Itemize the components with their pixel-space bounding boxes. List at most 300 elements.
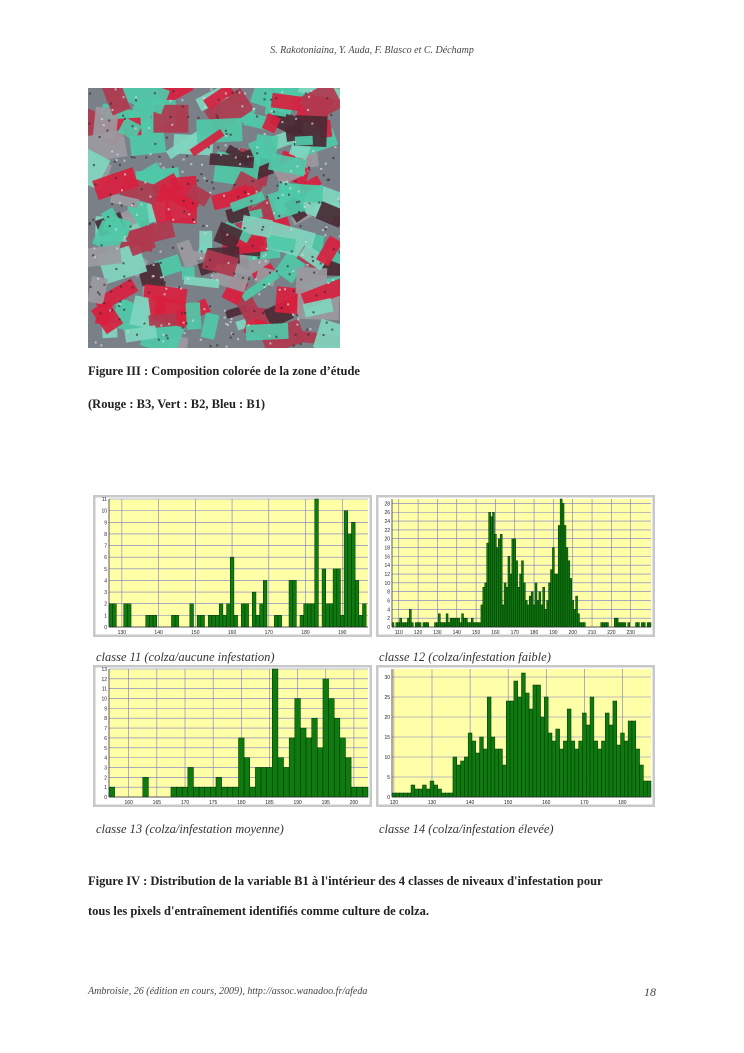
histogram-bar bbox=[506, 701, 510, 797]
histogram-bar bbox=[464, 618, 466, 627]
histogram-bar bbox=[398, 623, 400, 627]
speckle bbox=[253, 108, 255, 110]
histogram-bar bbox=[199, 787, 205, 797]
speckle bbox=[122, 115, 124, 117]
speckle bbox=[106, 130, 108, 132]
speckle bbox=[100, 344, 102, 346]
speckle bbox=[181, 312, 183, 314]
histogram-bar bbox=[506, 587, 508, 627]
speckle bbox=[115, 177, 117, 179]
speckle bbox=[339, 236, 340, 238]
histogram-bar bbox=[510, 701, 514, 797]
speckle bbox=[160, 251, 162, 253]
histogram-bar bbox=[239, 738, 245, 797]
y-tick-label: 2 bbox=[387, 616, 390, 623]
histogram-bar bbox=[227, 604, 231, 627]
histogram-bar bbox=[440, 623, 442, 627]
speckle bbox=[217, 117, 219, 119]
histogram-bar bbox=[462, 614, 464, 627]
speckle bbox=[124, 173, 126, 175]
speckle bbox=[109, 194, 111, 196]
histogram-bar bbox=[491, 517, 493, 627]
speckle bbox=[149, 196, 151, 198]
histogram-classe-14 bbox=[376, 665, 655, 807]
speckle bbox=[232, 333, 234, 335]
speckle bbox=[141, 188, 143, 190]
y-tick-label: 1 bbox=[104, 785, 107, 792]
histogram-bar bbox=[149, 615, 153, 627]
histogram-bar bbox=[649, 623, 651, 627]
speckle bbox=[288, 194, 290, 196]
histogram-bar bbox=[601, 623, 603, 627]
x-tick-label: 160 bbox=[227, 630, 237, 636]
histogram-bar bbox=[576, 596, 578, 627]
histogram-bar bbox=[496, 548, 498, 627]
y-tick-label: 0 bbox=[387, 625, 390, 631]
histogram-bar bbox=[500, 534, 502, 627]
speckle bbox=[326, 97, 328, 99]
speckle bbox=[183, 200, 185, 202]
histogram-bar bbox=[445, 793, 449, 797]
y-tick-label: 6 bbox=[104, 735, 107, 742]
speckle bbox=[92, 254, 94, 256]
speckle bbox=[312, 150, 314, 152]
speckle bbox=[327, 282, 329, 284]
speckle bbox=[224, 317, 226, 319]
histogram-bar bbox=[564, 525, 566, 627]
histogram-bar bbox=[643, 781, 647, 797]
speckle bbox=[89, 93, 91, 95]
speckle bbox=[293, 290, 295, 292]
histogram-bar bbox=[494, 534, 496, 627]
speckle bbox=[124, 236, 126, 238]
y-tick-label: 2 bbox=[104, 775, 107, 782]
histogram-bar bbox=[516, 561, 518, 627]
speckle bbox=[304, 206, 306, 208]
histogram-bar bbox=[435, 623, 437, 627]
speckle bbox=[255, 278, 257, 280]
speckle bbox=[296, 314, 298, 316]
speckle bbox=[95, 184, 97, 186]
speckle bbox=[310, 90, 312, 92]
speckle bbox=[136, 214, 138, 216]
speckle bbox=[330, 114, 332, 116]
speckle bbox=[132, 286, 134, 288]
speckle bbox=[234, 184, 236, 186]
speckle bbox=[172, 90, 174, 92]
speckle bbox=[200, 173, 202, 175]
x-tick-label: 230 bbox=[626, 630, 635, 636]
speckle bbox=[284, 288, 286, 290]
speckle bbox=[216, 115, 218, 117]
speckle bbox=[131, 204, 133, 206]
histogram-bar bbox=[504, 583, 506, 627]
speckle bbox=[123, 262, 125, 264]
speckle bbox=[252, 245, 254, 247]
histogram-bar bbox=[575, 749, 579, 797]
histogram-bar bbox=[407, 793, 411, 797]
speckle bbox=[325, 228, 327, 230]
histogram-bar bbox=[471, 618, 473, 627]
x-tick-label: 170 bbox=[580, 800, 589, 806]
histogram-bar bbox=[337, 569, 341, 627]
speckle bbox=[281, 307, 283, 309]
running-header: S. Rakotoniaina, Y. Auda, F. Blasco et C. Déchamp bbox=[270, 45, 474, 56]
speckle bbox=[308, 204, 310, 206]
histogram-bar bbox=[570, 578, 572, 627]
histogram-bar bbox=[423, 623, 425, 627]
histogram-bar bbox=[442, 793, 446, 797]
speckle bbox=[201, 251, 203, 253]
speckle bbox=[277, 197, 279, 199]
histogram-bar bbox=[306, 738, 312, 797]
histogram-bar bbox=[436, 623, 438, 627]
speckle bbox=[153, 264, 155, 266]
speckle bbox=[154, 92, 156, 94]
speckle bbox=[110, 291, 112, 293]
histogram-bar bbox=[284, 767, 290, 797]
histogram-bar bbox=[533, 605, 535, 627]
speckle bbox=[188, 213, 190, 215]
histogram-bar bbox=[143, 777, 149, 797]
speckle bbox=[116, 159, 118, 161]
speckle bbox=[307, 109, 309, 111]
histogram-bar bbox=[357, 787, 363, 797]
histogram-bar bbox=[333, 569, 337, 627]
histogram-bar bbox=[212, 615, 216, 627]
speckle bbox=[278, 215, 280, 217]
speckle bbox=[308, 169, 310, 171]
histogram-bar bbox=[334, 718, 340, 797]
histogram-bar bbox=[563, 741, 567, 797]
histogram-bar bbox=[582, 713, 586, 797]
speckle bbox=[252, 180, 254, 182]
speckle bbox=[103, 284, 105, 286]
histogram-bar bbox=[311, 604, 315, 627]
histogram-bar bbox=[219, 604, 223, 627]
histogram-bar bbox=[567, 709, 571, 797]
histogram-bar bbox=[491, 737, 495, 797]
speckle bbox=[226, 346, 228, 348]
histogram-bar bbox=[539, 592, 541, 627]
speckle bbox=[201, 164, 203, 166]
speckle bbox=[130, 226, 132, 228]
speckle bbox=[89, 222, 91, 224]
speckle bbox=[312, 260, 314, 262]
speckle bbox=[187, 183, 189, 185]
speckle bbox=[204, 177, 206, 179]
histogram-bar bbox=[556, 574, 558, 627]
speckle bbox=[308, 167, 310, 169]
speckle bbox=[95, 342, 97, 344]
speckle bbox=[333, 248, 335, 250]
histogram-bar bbox=[583, 623, 585, 627]
speckle bbox=[262, 226, 264, 228]
histogram-bar bbox=[460, 623, 462, 627]
histogram-bar bbox=[409, 609, 411, 627]
speckle bbox=[323, 174, 325, 176]
speckle bbox=[172, 219, 174, 221]
subcaption-classe-12: classe 12 (colza/infestation faible) bbox=[379, 650, 551, 664]
x-tick-label: 120 bbox=[389, 800, 399, 806]
satellite-image-graphic bbox=[88, 88, 340, 348]
histogram-bar bbox=[417, 623, 419, 627]
speckle bbox=[197, 180, 199, 182]
histogram-bar bbox=[502, 605, 504, 627]
histogram-bar bbox=[345, 758, 351, 797]
speckle bbox=[337, 198, 339, 200]
histogram-bar bbox=[637, 623, 639, 627]
speckle bbox=[119, 202, 121, 204]
speckle bbox=[262, 312, 264, 314]
speckle bbox=[215, 271, 217, 273]
speckle bbox=[93, 164, 95, 166]
histogram-bar bbox=[127, 604, 131, 627]
speckle bbox=[266, 196, 268, 198]
speckle bbox=[164, 282, 166, 284]
speckle bbox=[133, 157, 135, 159]
histogram-bar bbox=[554, 574, 556, 627]
histogram-bar bbox=[255, 767, 261, 797]
histogram-bar bbox=[483, 749, 487, 797]
speckle bbox=[209, 259, 211, 261]
histogram-classe-13 bbox=[93, 665, 372, 807]
y-tick-label: 1 bbox=[104, 613, 107, 620]
histogram-bar bbox=[438, 789, 442, 797]
x-tick-label: 120 bbox=[413, 630, 423, 636]
speckle bbox=[124, 118, 126, 120]
speckle bbox=[264, 98, 266, 100]
speckle bbox=[182, 106, 184, 108]
speckle bbox=[236, 148, 238, 150]
speckle bbox=[265, 254, 267, 256]
histogram-bar bbox=[244, 758, 250, 797]
speckle bbox=[236, 91, 238, 93]
speckle bbox=[128, 280, 130, 282]
histogram-bar bbox=[307, 604, 311, 627]
y-tick-label: 7 bbox=[104, 543, 107, 550]
speckle bbox=[225, 144, 227, 146]
speckle bbox=[208, 146, 210, 148]
x-tick-label: 220 bbox=[607, 630, 616, 636]
speckle bbox=[268, 283, 270, 285]
speckle bbox=[164, 293, 166, 295]
speckle bbox=[172, 247, 174, 249]
speckle bbox=[166, 335, 168, 337]
histogram-bar bbox=[624, 741, 628, 797]
histogram-bar bbox=[444, 623, 446, 627]
histogram-bar bbox=[193, 787, 199, 797]
speckle bbox=[123, 275, 125, 277]
speckle bbox=[237, 338, 239, 340]
histogram-bar bbox=[603, 623, 605, 627]
speckle bbox=[225, 130, 227, 132]
histogram-bar bbox=[552, 548, 554, 627]
histogram-bar bbox=[579, 623, 581, 627]
histogram-bar bbox=[467, 623, 469, 627]
x-tick-label: 190 bbox=[549, 630, 558, 636]
x-tick-label: 185 bbox=[265, 800, 274, 806]
histogram-bar bbox=[411, 623, 413, 627]
histogram-bar bbox=[601, 741, 605, 797]
speckle bbox=[168, 208, 170, 210]
speckle bbox=[298, 191, 300, 193]
speckle bbox=[192, 320, 194, 322]
speckle bbox=[258, 293, 260, 295]
speckle bbox=[325, 234, 327, 236]
histogram-bar bbox=[571, 741, 575, 797]
histogram-bar bbox=[562, 503, 564, 627]
speckle bbox=[211, 275, 213, 277]
histogram-bar bbox=[289, 738, 295, 797]
speckle bbox=[277, 321, 279, 323]
histogram-bar bbox=[531, 592, 533, 627]
speckle bbox=[132, 125, 134, 127]
speckle bbox=[261, 229, 263, 231]
histogram-bar bbox=[223, 615, 227, 627]
histogram-bar bbox=[278, 615, 282, 627]
histogram-bar bbox=[456, 618, 458, 627]
speckle bbox=[169, 100, 171, 102]
speckle bbox=[160, 262, 162, 264]
speckle bbox=[94, 256, 96, 258]
speckle bbox=[320, 168, 322, 170]
figure3-band-legend: (Rouge : B3, Vert : B2, Bleu : B1) bbox=[88, 397, 266, 411]
speckle bbox=[323, 334, 325, 336]
speckle bbox=[256, 116, 258, 118]
histogram-bar bbox=[415, 789, 419, 797]
histogram-bar bbox=[411, 785, 415, 797]
histogram-bar bbox=[422, 785, 426, 797]
speckle bbox=[322, 229, 324, 231]
speckle bbox=[332, 157, 334, 159]
speckle bbox=[275, 97, 277, 99]
x-tick-label: 140 bbox=[465, 800, 475, 806]
histogram-bar bbox=[407, 618, 409, 627]
speckle bbox=[183, 159, 185, 161]
histogram-bar bbox=[427, 623, 429, 627]
y-tick-label: 12 bbox=[101, 676, 107, 683]
speckle bbox=[119, 318, 121, 320]
speckle bbox=[150, 153, 152, 155]
speckle bbox=[291, 251, 293, 253]
x-tick-label: 150 bbox=[471, 630, 481, 636]
speckle bbox=[131, 156, 133, 158]
speckle bbox=[298, 201, 300, 203]
histogram-bar bbox=[396, 623, 398, 627]
y-tick-label: 18 bbox=[384, 545, 390, 552]
speckle bbox=[180, 288, 182, 290]
y-tick-label: 10 bbox=[384, 755, 390, 761]
speckle bbox=[121, 205, 123, 207]
speckle bbox=[281, 121, 283, 123]
histogram-bar bbox=[289, 580, 293, 627]
speckle bbox=[258, 257, 260, 259]
histogram-bar bbox=[300, 615, 304, 627]
histogram-bar bbox=[261, 767, 267, 797]
speckle bbox=[90, 286, 92, 288]
speckle bbox=[276, 270, 278, 272]
histogram-bar bbox=[153, 615, 157, 627]
histogram-bar bbox=[527, 605, 529, 627]
speckle bbox=[300, 225, 302, 227]
speckle bbox=[285, 183, 287, 185]
histogram-bar bbox=[263, 580, 267, 627]
histogram-bar bbox=[392, 793, 396, 797]
histogram-bar bbox=[241, 604, 245, 627]
subcaption-classe-13: classe 13 (colza/infestation moyenne) bbox=[96, 822, 284, 836]
y-tick-label: 7 bbox=[104, 726, 107, 733]
histogram-bar bbox=[475, 623, 477, 627]
y-tick-label: 9 bbox=[104, 706, 107, 713]
speckle bbox=[290, 170, 292, 172]
speckle bbox=[112, 109, 114, 111]
speckle bbox=[248, 324, 250, 326]
speckle bbox=[109, 225, 111, 227]
speckle bbox=[296, 324, 298, 326]
speckle bbox=[258, 173, 260, 175]
y-tick-label: 8 bbox=[387, 589, 390, 596]
speckle bbox=[232, 92, 234, 94]
y-tick-label: 4 bbox=[387, 607, 390, 614]
speckle bbox=[310, 328, 312, 330]
speckle bbox=[107, 216, 109, 218]
histogram-bar bbox=[508, 556, 510, 627]
speckle bbox=[289, 187, 291, 189]
histogram-bar bbox=[614, 618, 616, 627]
speckle bbox=[315, 119, 317, 121]
speckle bbox=[121, 189, 123, 191]
speckle bbox=[305, 93, 307, 95]
speckle bbox=[211, 182, 213, 184]
speckle bbox=[116, 248, 118, 250]
histogram-bar bbox=[556, 729, 560, 797]
x-tick-label: 190 bbox=[293, 800, 302, 806]
speckle bbox=[307, 264, 309, 266]
histogram-bar bbox=[529, 596, 531, 627]
speckle bbox=[266, 248, 268, 250]
speckle bbox=[206, 266, 208, 268]
y-tick-label: 6 bbox=[104, 555, 107, 562]
x-tick-label: 160 bbox=[491, 630, 500, 636]
histogram-bar bbox=[523, 583, 525, 627]
histogram-bar bbox=[609, 725, 613, 797]
speckle bbox=[167, 337, 169, 339]
x-tick-label: 195 bbox=[321, 800, 330, 806]
figure4-caption-line2: tous les pixels d'entraînement identifiés comme culture de colza. bbox=[88, 904, 430, 918]
speckle bbox=[127, 331, 129, 333]
histogram-bar bbox=[359, 615, 363, 627]
histogram-bar bbox=[197, 615, 201, 627]
y-tick-label: 24 bbox=[384, 519, 390, 526]
histogram-bar bbox=[245, 604, 249, 627]
histogram-bar bbox=[487, 543, 489, 627]
speckle bbox=[168, 323, 170, 325]
histogram-bar bbox=[216, 777, 222, 797]
histogram-bar bbox=[636, 623, 638, 627]
speckle bbox=[244, 93, 246, 95]
histogram-bar bbox=[641, 623, 643, 627]
histogram-bar bbox=[304, 604, 308, 627]
speckle bbox=[117, 154, 119, 156]
histogram-bar bbox=[545, 609, 547, 627]
x-tick-label: 150 bbox=[191, 630, 200, 636]
histogram-bar bbox=[578, 614, 580, 627]
speckle bbox=[192, 219, 194, 221]
speckle bbox=[327, 179, 329, 181]
x-tick-label: 180 bbox=[301, 630, 310, 636]
histogram-bar bbox=[465, 618, 467, 627]
